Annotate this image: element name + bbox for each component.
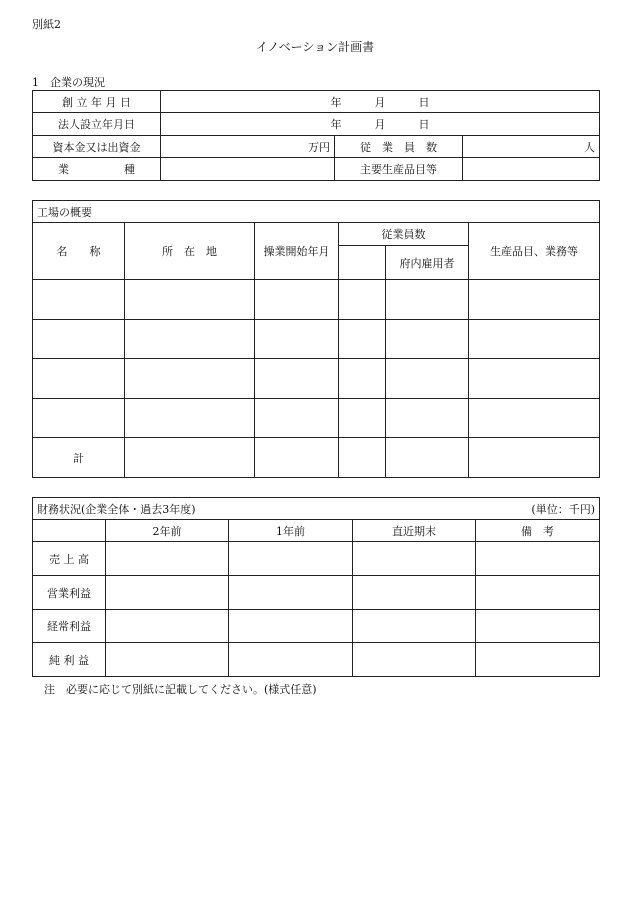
industry-field[interactable] <box>161 158 335 181</box>
col-remarks: 備 考 <box>476 520 600 542</box>
capital-label: 資本金又は出資金 <box>33 136 161 158</box>
employees-label: 従 業 員 数 <box>335 136 463 158</box>
table-row <box>33 643 600 677</box>
main-products-field[interactable] <box>463 158 600 181</box>
incorporation-label: 法人設立年月日 <box>33 113 161 136</box>
table-row <box>33 399 600 438</box>
col-employees: 従業員数 <box>339 223 469 246</box>
col-prefecture-hires: 府内雇用者 <box>386 246 469 280</box>
row-net-profit: 純 利 益 <box>33 643 106 677</box>
employees-field[interactable]: 人 <box>463 136 600 158</box>
col-start-date: 操業開始年月 <box>255 223 339 280</box>
finance-unit: (単位：千円) <box>531 502 596 516</box>
finance-table <box>32 497 600 677</box>
total-label: 計 <box>33 438 125 478</box>
section-heading: 1 企業の現況 <box>32 76 105 89</box>
table-row <box>33 280 600 320</box>
row-operating-profit: 営業利益 <box>33 576 106 610</box>
factory-table <box>32 200 600 478</box>
finance-header: 財務状況(企業全体・過去3年度) <box>37 502 196 516</box>
capital-field[interactable]: 万円 <box>161 136 335 158</box>
col-location: 所 在 地 <box>125 223 255 280</box>
col-latest: 直近期末 <box>353 520 476 542</box>
company-table <box>32 90 600 181</box>
incorporation-date-field[interactable]: 年 月 日 <box>161 113 600 136</box>
founded-label: 創 立 年 月 日 <box>33 91 161 113</box>
total-row <box>33 438 600 478</box>
footnote: 注 必要に応じて別紙に記載してください。(様式任意) <box>44 683 317 696</box>
col-name: 名 称 <box>33 223 125 280</box>
industry-label: 業 種 <box>33 158 161 181</box>
founded-date-field[interactable]: 年 月 日 <box>161 91 600 113</box>
attachment-label: 別紙2 <box>32 18 61 31</box>
table-row <box>33 576 600 610</box>
table-row <box>33 542 600 576</box>
col-2-years-ago: 2年前 <box>106 520 229 542</box>
col-products: 生産品目、業務等 <box>469 223 600 280</box>
row-ordinary-profit: 経常利益 <box>33 610 106 643</box>
page-title: イノベーション計画書 <box>255 40 375 54</box>
table-row <box>33 359 600 399</box>
row-sales: 売 上 高 <box>33 542 106 576</box>
col-1-year-ago: 1年前 <box>229 520 353 542</box>
table-row <box>33 320 600 359</box>
finance-corner <box>33 520 106 542</box>
factory-header: 工場の概要 <box>33 201 600 223</box>
table-row <box>33 610 600 643</box>
col-employees-total <box>339 246 386 280</box>
main-products-label: 主要生産品目等 <box>335 158 463 181</box>
